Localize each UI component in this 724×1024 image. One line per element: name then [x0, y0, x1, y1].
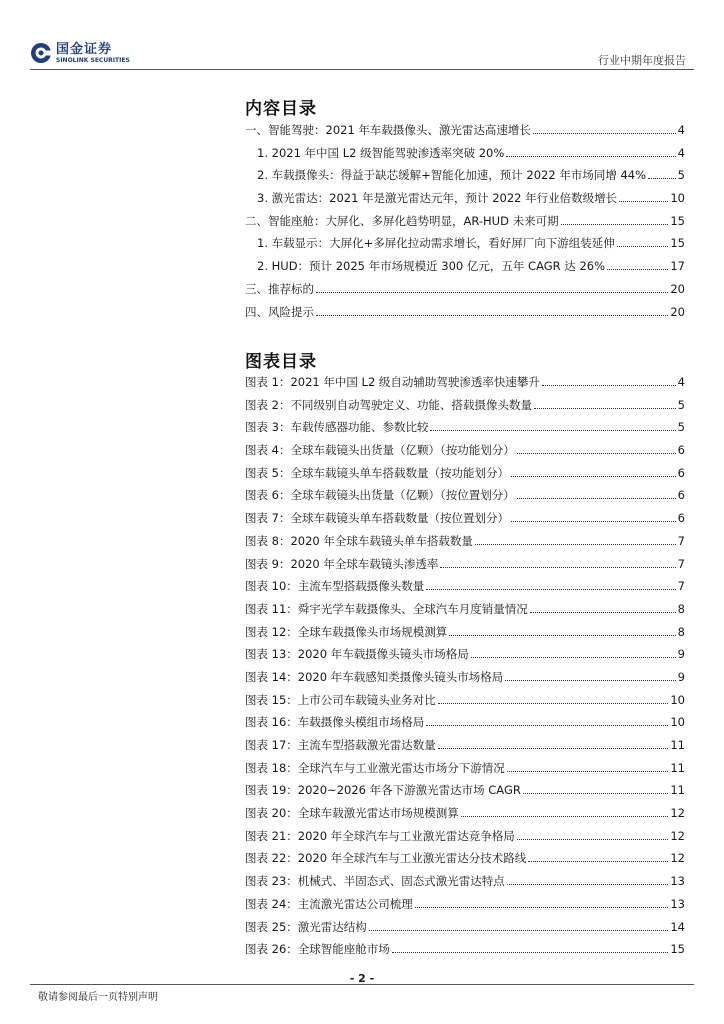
company-logo: [30, 38, 130, 68]
figure-entry[interactable]: [245, 646, 685, 669]
dot-leader: [542, 385, 676, 386]
figure-entry-page: 6: [677, 443, 685, 458]
figure-entry-text: 图表 26：全球智能座舱市场: [245, 942, 390, 957]
dot-leader: [619, 201, 668, 202]
figure-entry-text: 图表 22：2020 年全球汽车与工业激光雷达分技术路线: [245, 851, 527, 866]
dot-leader: [523, 793, 668, 794]
dot-leader: [471, 657, 676, 658]
dot-leader: [475, 544, 676, 545]
figure-entry-page: 13: [670, 896, 685, 911]
toc-entry[interactable]: [245, 235, 685, 258]
logo-chinese-name: 国金证券: [56, 41, 113, 57]
dot-leader: [438, 748, 669, 749]
toc-entry-page: 17: [670, 259, 685, 274]
figure-entry-page: 9: [677, 669, 685, 684]
figure-entry-page: 6: [677, 488, 685, 503]
figure-entry-text: 图表 13：2020 年车载摄像头镜头市场格局: [245, 647, 469, 662]
figure-entry-text: 图表 2：不同级别自动驾驶定义、功能、搭载摄像头数量: [245, 397, 532, 412]
toc-entry-text: 一、智能驾驶：2021 年车载摄像头、激光雷达高速增长: [245, 123, 531, 137]
figure-entry-page: 7: [677, 533, 685, 548]
figure-entry-text: 图表 19：2020~2026 年各下游激光雷达市场 CAGR: [245, 783, 521, 798]
dot-leader: [561, 224, 669, 225]
report-type-label: 行业中期年度报告: [598, 54, 686, 67]
figure-entry-text: 图表 11：舜宇光学车载摄像头、全球汽车月度销量情况: [245, 601, 528, 616]
figure-entry[interactable]: [245, 601, 685, 624]
toc-entry-text: 1. 车载显示：大屏化+多屏化拉动需求增长，看好屏厂向下游组装延伸: [257, 236, 615, 251]
dot-leader: [506, 156, 675, 157]
figures-title: 图表目录: [245, 352, 317, 372]
dot-leader: [507, 771, 669, 772]
dot-leader: [415, 907, 669, 908]
figure-entry-text: 图表 25：激光雷达结构: [245, 919, 367, 934]
figure-entry-text: 图表 16：车载摄像头模组市场格局: [245, 715, 425, 730]
figure-entry-page: 11: [670, 760, 685, 775]
figure-entry-text: 图表 12：全球车载摄像头市场规模测算: [245, 624, 448, 639]
figure-entry-text: 图表 10：主流车型搭载摄像头数量: [245, 579, 425, 594]
figures-list: [245, 374, 685, 964]
figure-entry[interactable]: [245, 442, 685, 465]
figure-entry-text: 图表 5：全球车载镜头单车搭载数量（按功能划分）: [245, 465, 509, 480]
figure-entry[interactable]: [245, 419, 685, 442]
figure-entry[interactable]: [245, 374, 685, 397]
figure-entry-text: 图表 15：上市公司车载镜头业务对比: [245, 692, 436, 707]
figure-entry-text: 图表 21：2020 年全球汽车与工业激光雷达竞争格局: [245, 828, 515, 843]
figure-entry[interactable]: [245, 465, 685, 488]
figure-entry[interactable]: [245, 487, 685, 510]
toc-entry[interactable]: [245, 122, 685, 145]
dot-leader: [426, 725, 668, 726]
contents-title: 内容目录: [245, 99, 317, 119]
dot-leader: [517, 498, 676, 499]
figure-entry-text: 图表 17：主流车型搭载激光雷达数量: [245, 738, 436, 752]
header-divider: [30, 69, 694, 70]
dot-leader: [430, 430, 675, 431]
figure-entry-page: 12: [670, 851, 685, 866]
dot-leader: [461, 816, 669, 817]
toc-entry-text: 二、智能座舱：大屏化、多屏化趋势明显，AR-HUD 未来可期: [245, 213, 559, 228]
toc-entry-text: 1. 2021 年中国 L2 级智能驾驶渗透率突破 20%: [257, 145, 505, 160]
contents-list: [245, 122, 685, 326]
toc-entry[interactable]: [245, 281, 685, 304]
figure-entry-text: 图表 14：2020 年车载感知类摄像头镜头市场格局: [245, 669, 504, 684]
page-header: [0, 0, 724, 70]
footer-divider: [30, 984, 694, 985]
figure-entry[interactable]: [245, 397, 685, 420]
figure-entry-page: 11: [670, 738, 685, 752]
figure-entry[interactable]: [245, 692, 685, 715]
figure-entry-page: 9: [677, 647, 685, 662]
footer-disclaimer: 敬请参阅最后一页特别声明: [38, 992, 158, 1003]
dot-leader: [517, 453, 676, 454]
figure-entry[interactable]: [245, 624, 685, 647]
figure-entry-text: 图表 20：全球车载激光雷达市场规模测算: [245, 806, 459, 821]
dot-leader: [449, 635, 675, 636]
toc-entry[interactable]: [245, 258, 685, 281]
dot-leader: [316, 292, 668, 293]
toc-entry-text: 三、推荐标的: [245, 281, 314, 296]
toc-entry[interactable]: [245, 167, 685, 190]
toc-entry[interactable]: [245, 145, 685, 168]
figure-entry-page: 6: [677, 465, 685, 480]
toc-entry-page: 10: [670, 191, 685, 206]
dot-leader: [530, 612, 676, 613]
figure-entry-page: 7: [677, 579, 685, 594]
dot-leader: [426, 589, 675, 590]
figure-entry[interactable]: [245, 714, 685, 737]
dot-leader: [528, 861, 668, 862]
figure-entry-page: 6: [677, 511, 685, 526]
figure-entry[interactable]: [245, 556, 685, 579]
dot-leader: [534, 408, 676, 409]
dot-leader: [511, 476, 676, 477]
figure-entry-page: 15: [670, 942, 685, 957]
logo-mark-icon: [30, 42, 52, 64]
figure-entry-page: 7: [677, 556, 685, 571]
dot-leader: [440, 567, 675, 568]
dot-leader: [505, 680, 675, 681]
toc-entry-text: 2. HUD：预计 2025 年市场规模近 300 亿元，五年 CAGR 达 26%: [257, 259, 606, 274]
figure-entry[interactable]: [245, 510, 685, 533]
dot-leader: [369, 930, 669, 931]
figure-entry-page: 11: [670, 783, 685, 798]
figure-entry-text: 图表 23：机械式、半固态式、固态式激光雷达特点: [245, 874, 505, 889]
figure-entry-page: 8: [677, 601, 685, 616]
toc-entry-page: 15: [670, 213, 685, 228]
figure-entry-text: 图表 8：2020 年全球车载镜头单车搭载数量: [245, 533, 473, 548]
figure-entry-text: 图表 6：全球车载镜头出货量（亿颗）（按位置划分）: [245, 488, 515, 503]
toc-entry[interactable]: [245, 190, 685, 213]
figure-entry-text: 图表 3：车载传感器功能、参数比较: [245, 420, 429, 435]
toc-entry[interactable]: [245, 304, 685, 327]
figure-entry[interactable]: [245, 578, 685, 601]
figure-entry[interactable]: [245, 896, 685, 919]
figure-entry[interactable]: [245, 919, 685, 942]
dot-leader: [517, 839, 669, 840]
dot-leader: [533, 133, 676, 134]
dot-leader: [438, 703, 669, 704]
figure-entry-page: 14: [670, 919, 685, 934]
figure-entry-text: 图表 18：全球汽车与工业激光雷达市场分下游情况: [245, 760, 505, 775]
figure-entry-page: 10: [670, 715, 685, 730]
figure-entry[interactable]: [245, 737, 685, 760]
dot-leader: [617, 246, 669, 247]
toc-entry-text: 3. 激光雷达：2021 年是激光雷达元年，预计 2022 年行业倍数级增长: [257, 191, 618, 206]
figure-entry[interactable]: [245, 533, 685, 556]
dot-leader: [648, 178, 676, 179]
figure-entry-page: 12: [670, 806, 685, 821]
figure-entry[interactable]: [245, 850, 685, 873]
toc-entry[interactable]: [245, 213, 685, 236]
figure-entry-page: 4: [677, 375, 685, 389]
figure-entry[interactable]: [245, 873, 685, 896]
figure-entry-page: 10: [670, 692, 685, 707]
figure-entry-page: 5: [677, 420, 685, 435]
toc-entry-page: 4: [677, 123, 685, 137]
toc-entry-page: 15: [670, 236, 685, 251]
figure-entry-text: 图表 24：主流激光雷达公司梳理: [245, 896, 413, 911]
figure-entry-text: 图表 9：2020 年全球车载镜头渗透率: [245, 556, 439, 571]
figure-entry-page: 5: [677, 397, 685, 412]
figure-entry[interactable]: [245, 782, 685, 805]
figure-entry-text: 图表 7：全球车载镜头单车搭载数量（按位置划分）: [245, 511, 509, 526]
page-number: - 2 -: [349, 972, 375, 985]
figure-entry[interactable]: [245, 760, 685, 783]
dot-leader: [607, 269, 668, 270]
figure-entry[interactable]: [245, 941, 685, 964]
figure-entry-page: 8: [677, 624, 685, 639]
dot-leader: [507, 884, 669, 885]
dot-leader: [392, 952, 669, 953]
figure-entry[interactable]: [245, 805, 685, 828]
figure-entry-text: 图表 1：2021 年中国 L2 级自动辅助驾驶渗透率快速攀升: [245, 375, 540, 389]
toc-entry-text: 2. 车载摄像头：得益于缺芯缓解+智能化加速，预计 2022 年市场同增 44%: [257, 168, 647, 183]
figure-entry[interactable]: [245, 828, 685, 851]
toc-entry-page: 20: [670, 281, 685, 296]
toc-entry-page: 5: [677, 168, 685, 183]
toc-entry-page: 4: [677, 145, 685, 160]
figure-entry-page: 13: [670, 874, 685, 889]
dot-leader: [316, 315, 668, 316]
dot-leader: [511, 521, 676, 522]
toc-entry-text: 四、风险提示: [245, 304, 314, 319]
toc-entry-page: 20: [670, 304, 685, 319]
figure-entry[interactable]: [245, 669, 685, 692]
figure-entry-text: 图表 4：全球车载镜头出货量（亿颗）（按功能划分）: [245, 443, 515, 458]
logo-english-name: SINOLINK SECURITIES: [56, 56, 130, 64]
figure-entry-page: 12: [670, 828, 685, 843]
